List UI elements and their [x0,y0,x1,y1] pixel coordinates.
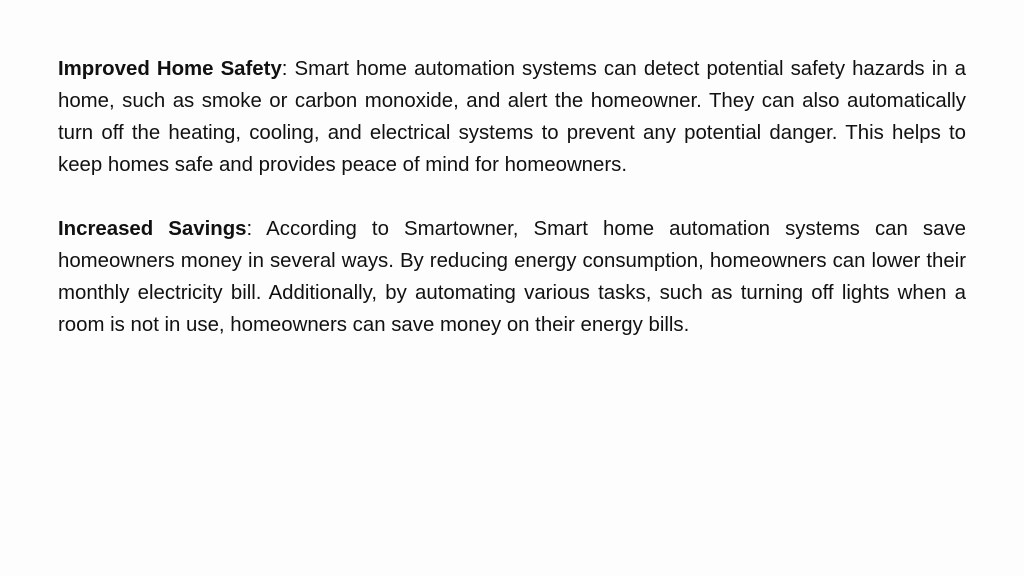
paragraph-term: Increased Savings [58,218,247,240]
paragraph-savings [58,213,966,341]
paragraph-separator: : [281,58,288,80]
paragraph-body: According to Smartowner, Smart home automation systems can save homeowners money in several ways. By reducing energy consumption, homeowners can lower their monthly electricity bill. Additionally, by automating various tasks, such as turning off lights when a room is not in use, homeowners can save money on their energy bills. [58,218,967,336]
text-block [58,53,966,341]
paragraph-body: Smart home automation systems can detect potential safety hazards in a home, such as smoke or carbon monoxide, and alert the homeowner. They can also automatically turn off the heating, cooling, and electrical systems to prevent any potential danger. This helps to keep homes safe and provides peace of mind for homeowners. [58,58,966,176]
paragraph-home-safety [58,53,966,181]
paragraph-term: Improved Home Safety [58,58,282,80]
paragraph-separator: : [246,218,253,240]
